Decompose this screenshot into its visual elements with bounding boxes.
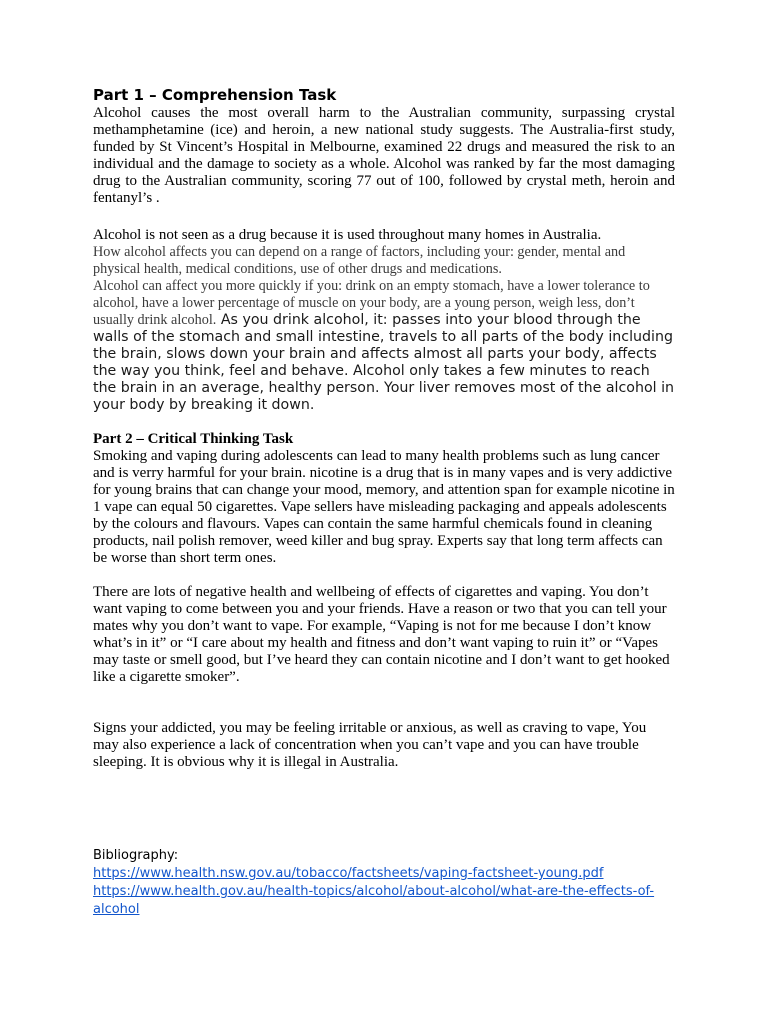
bibliography-label: Bibliography: [93, 848, 179, 863]
part1-paragraph-2 [93, 227, 675, 414]
document-body [93, 85, 675, 771]
part1-paragraph-2-line-3: Alcohol can affect you more quickly if you: drink on an empty stomach, have a lower tolerance to alcohol, have a lower percentage of muscle on your body, are a young person, weigh less, don’t usually drink alcohol. [93, 278, 650, 328]
part2-heading: Part 2 – Critical Thinking Task [93, 431, 294, 447]
part2-paragraph-1: Smoking and vaping during adolescents can lead to many health problems such as lung cancer and is verry harmful for your brain. nicotine is a drug that is in many vapes and is very addictive for young brains that can change your mood, memory, and attention span for example nicotine in 1 vape can equal 50 cigarettes. Vape sellers have misleading packaging and appeals adolescents by the colours and flavours. Vapes can contain the same harmful chemicals found in cleaning products, nail polish remover, weed killer and bug spray. Experts say that long term affects can be worse than short term ones. [93, 448, 675, 566]
bibliography [93, 847, 693, 919]
part2-paragraph-2: There are lots of negative health and wellbeing of effects of cigarettes and vaping. You don’t want vaping to come between you and your friends. Have a reason or two that you can tell your mates why you don’t want to vape. For example, “Vaping is not for me because I don’t know what’s in it” or “I care about my health and fitness and don’t want vaping to ruin it” or “Vapes may taste or smell good, but I’ve heard they can contain nicotine and I don’t want to get hooked like a cigarette smoker”. [93, 584, 670, 685]
part1-paragraph-2-sans-text: As you drink alcohol, it: passes into your blood through the walls of the stomach and small intestine, travels to all parts of the body including the brain, slows down your brain and affects almost all parts your body, affects the way you think, feel and behave. Alcohol only takes a few minutes to reach the brain in an average, healthy person. Your liver removes most of the alcohol in your body by breaking it down. [93, 312, 675, 413]
part1-paragraph-1: Alcohol causes the most overall harm to the Australian community, surpassing crystal methamphetamine (ice) and heroin, a new national study suggests. The Australia-first study, funded by St Vincent’s Hospital in Melbourne, examined 22 drugs and measured the risk to an individual and the damage to society as a whole. Alcohol was ranked by far the most damaging drug to the Australian community, scoring 77 out of 100, followed by crystal meth, heroin and fentanyl’s . [93, 105, 675, 206]
part1-paragraph-2-line-2: How alcohol affects you can depend on a range of factors, including your: gender, mental and physical health, medical conditions, use of other drugs and medications. [93, 244, 626, 277]
bibliography-link-2[interactable]: https://www.health.gov.au/health-topics/alcohol/about-alcohol/what-are-the-effects-of-alcohol [93, 884, 655, 917]
bibliography-link-1[interactable]: https://www.health.nsw.gov.au/tobacco/factsheets/vaping-factsheet-young.pdf [93, 866, 604, 881]
part2-paragraph-3: Signs your addicted, you may be feeling irritable or anxious, as well as craving to vape, You may also experience a lack of concentration when you can’t vape and you can have trouble sleeping. It is obvious why it is illegal in Australia. [93, 720, 647, 770]
part1-heading: Part 1 – Comprehension Task [93, 86, 337, 104]
part1-paragraph-2-line-1: Alcohol is not seen as a drug because it is used throughout many homes in Australia. [93, 227, 602, 243]
